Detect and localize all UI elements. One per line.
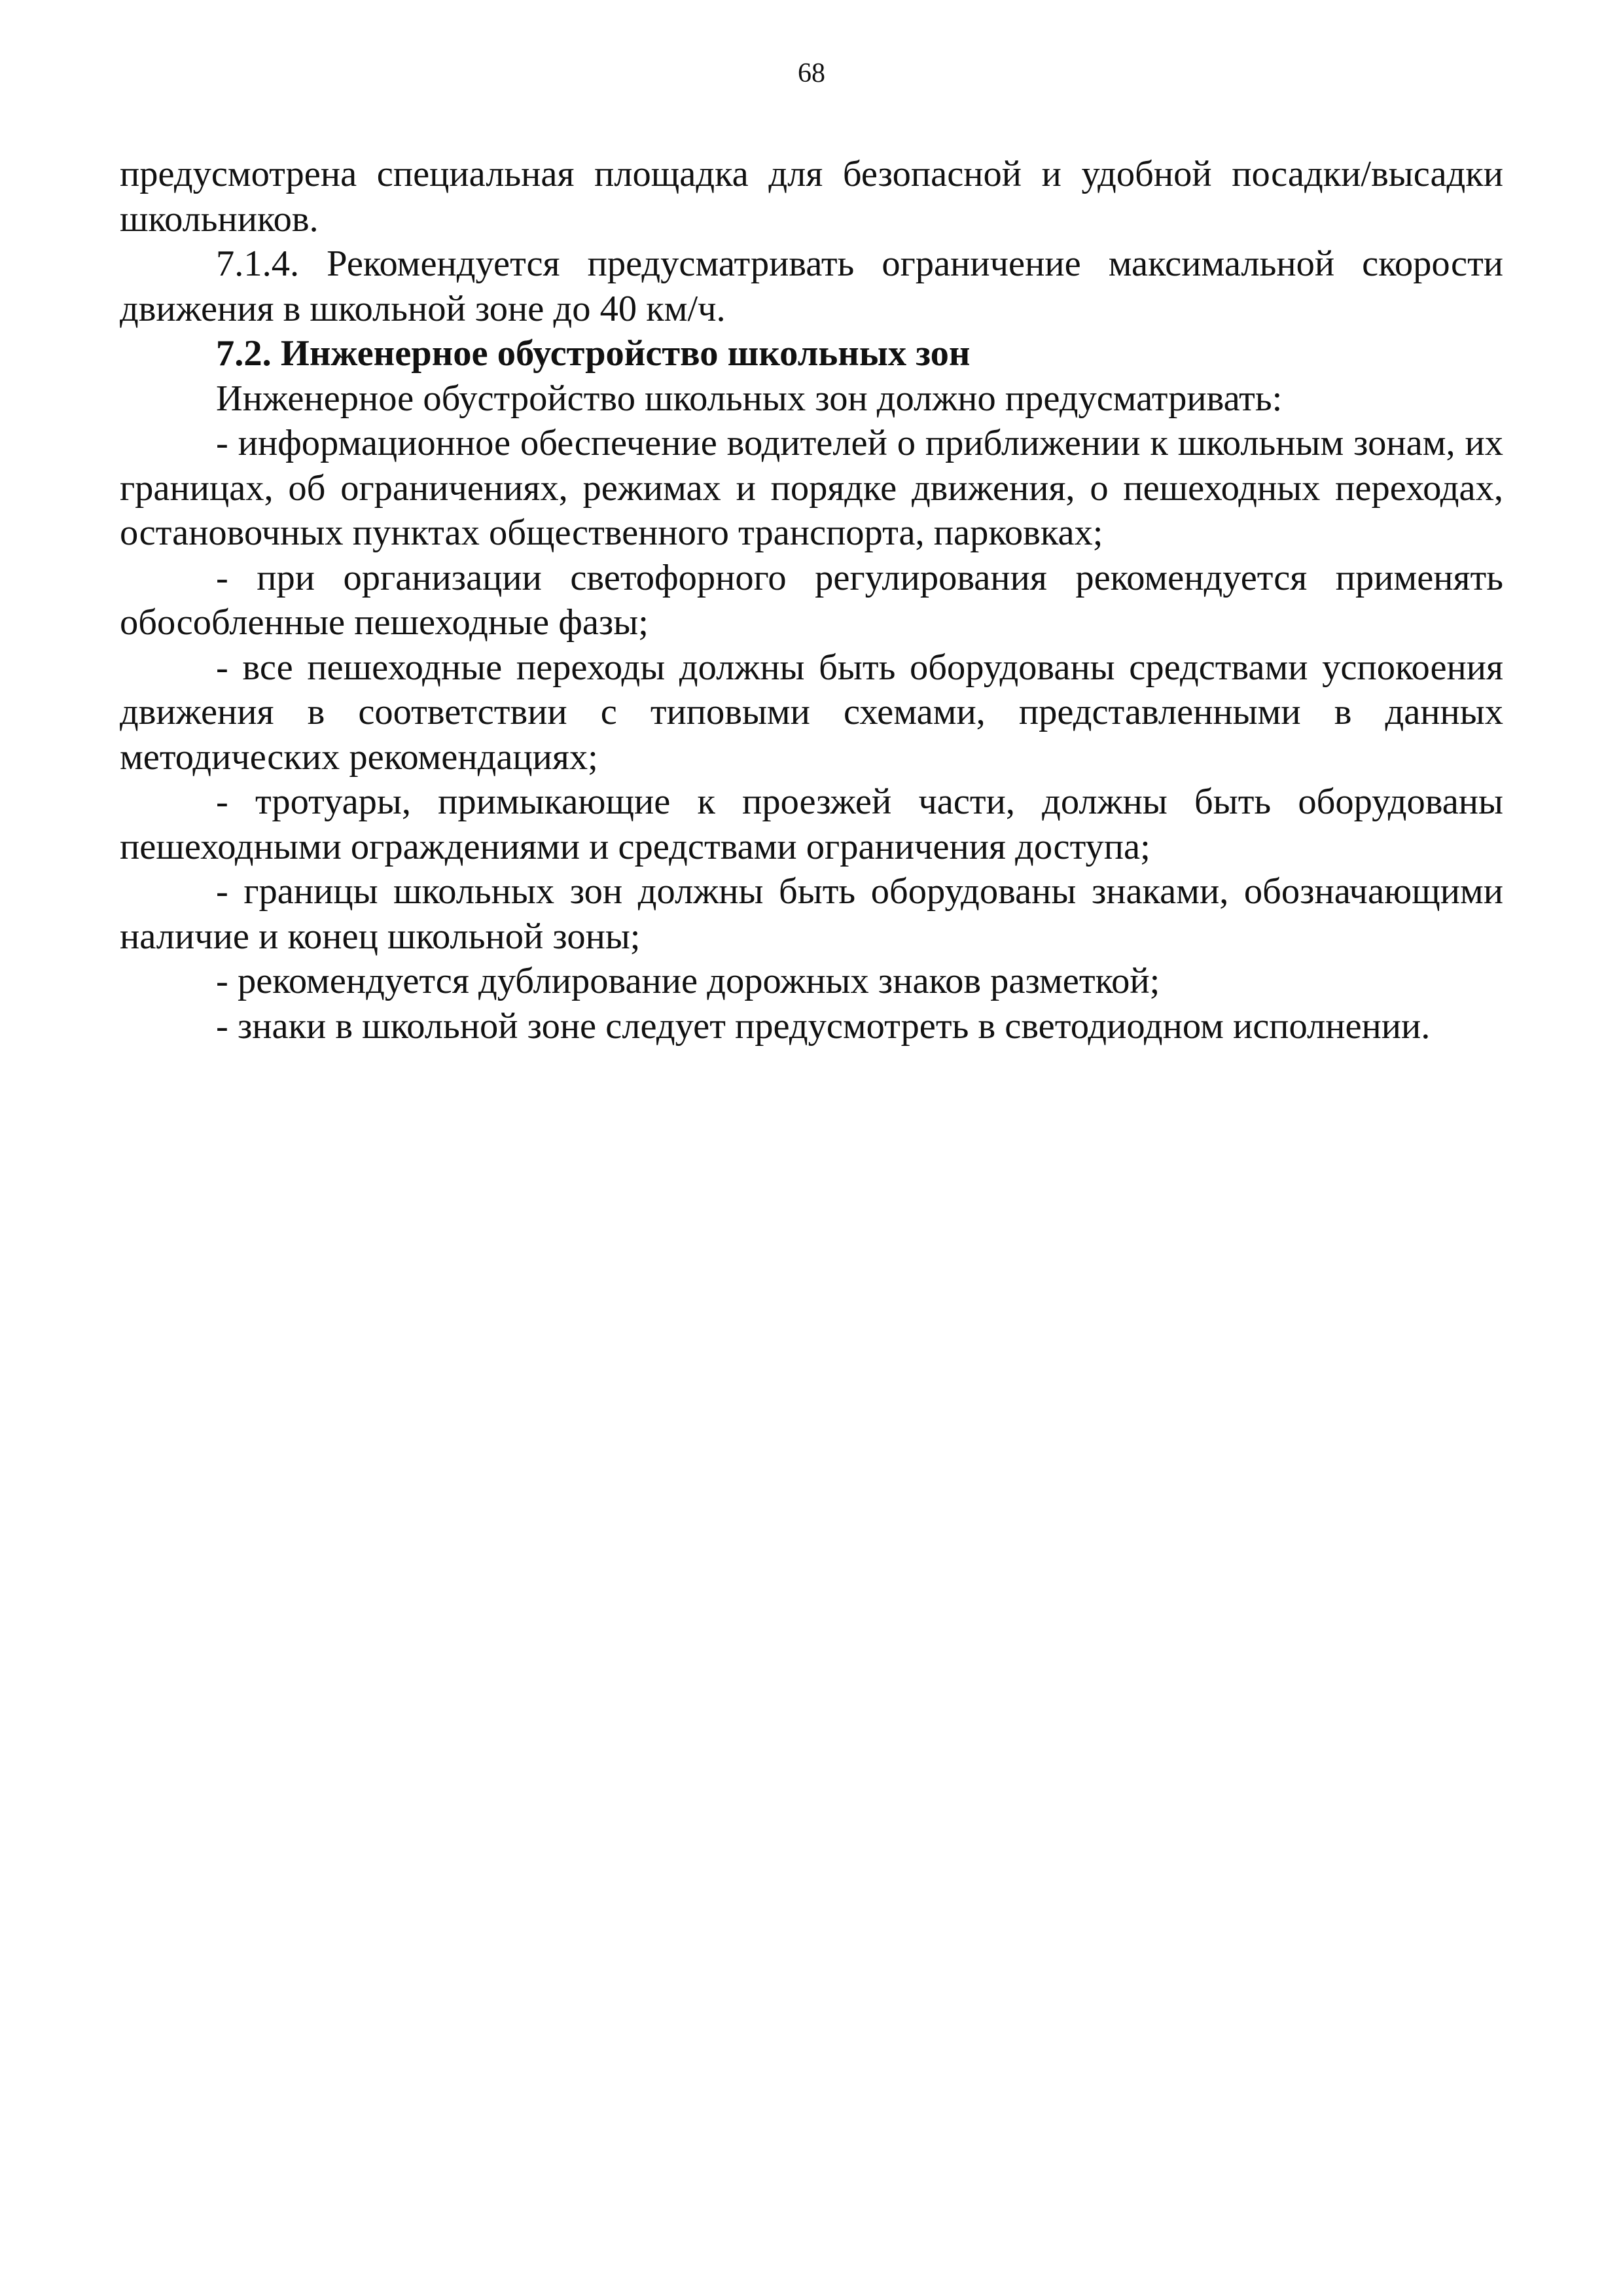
paragraph-7-1-4: 7.1.4. Рекомендуется предусматривать ограничение максимальной скорости движения в школьной зоне до 40 км/ч.	[120, 243, 1503, 329]
list-item-sidewalks: - тротуары, примыкающие к проезжей части, должны быть оборудованы пешеходными ограждениями и средствами ограничения доступа;	[120, 781, 1503, 867]
list-item-information: - информационное обеспечение водителей о приближении к школьным зонам, их границах, об ограничениях, режимах и порядке движения, о пешеходных переходах, остановочных пунктах общественного транспорта, парковках;	[120, 423, 1503, 553]
document-body	[120, 152, 1503, 1049]
paragraph-intro: Инженерное обустройство школьных зон должно предусматривать:	[216, 378, 1283, 419]
section-heading: 7.2. Инженерное обустройство школьных зон	[216, 333, 971, 374]
list-item-markings: - рекомендуется дублирование дорожных знаков разметкой;	[216, 961, 1160, 1001]
page-number: 68	[798, 58, 825, 88]
list-item-zone-borders: - границы школьных зон должны быть оборудованы знаками, обозначающими наличие и конец школьной зоны;	[120, 871, 1503, 957]
paragraph-continuation: предусмотрена специальная площадка для безопасной и удобной посадки/высадки школьников.	[120, 154, 1503, 240]
list-item-traffic-lights: - при организации светофорного регулирования рекомендуется применять обособленные пешеходные фазы;	[120, 557, 1503, 643]
list-item-led-signs: - знаки в школьной зоне следует предусмотреть в светодиодном исполнении.	[216, 1005, 1431, 1047]
list-item-crossings: - все пешеходные переходы должны быть оборудованы средствами успокоения движения в соответствии с типовыми схемами, представленными в данных методических рекомендациях;	[120, 647, 1503, 778]
